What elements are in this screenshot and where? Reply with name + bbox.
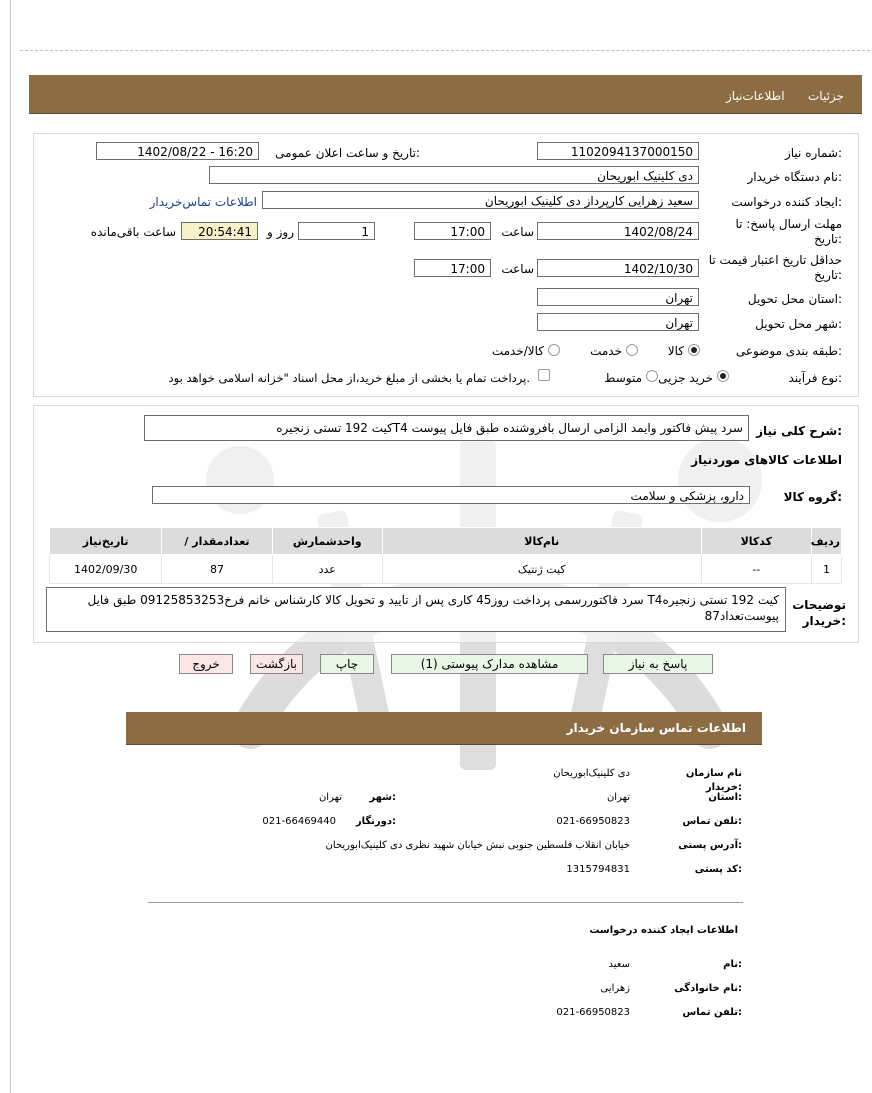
category-service-label: خدمت xyxy=(590,344,622,358)
creator-family-label: نام خانوادگی: xyxy=(674,983,742,994)
col-unit: واحدشمارش xyxy=(272,528,382,555)
category-service-radio[interactable] xyxy=(626,344,638,356)
contact-city-value: تهران xyxy=(318,792,342,803)
creator-phone-label: تلفن تماس: xyxy=(682,1007,742,1018)
col-goods-name: نام‌کالا xyxy=(382,528,701,555)
reply-deadline-date: 1402/08/24 xyxy=(537,222,699,240)
col-quantity: تعدادمقدار / xyxy=(162,528,272,555)
category-both-radio[interactable] xyxy=(548,344,560,356)
back-button[interactable]: بازگشت xyxy=(250,654,303,674)
goods-info-title: اطلاعات کالاهای موردنیاز xyxy=(691,453,842,467)
creator-name-value: سعید xyxy=(608,959,630,970)
reply-time-label: ساعت xyxy=(501,225,534,239)
org-value: دی کلینیک‌ابوریحان xyxy=(553,768,630,779)
price-validity-label: حداقل تاریخ اعتبار قیمت تا تاریخ: xyxy=(708,253,842,282)
creator-label: ایجاد کننده درخواست: xyxy=(731,195,842,209)
price-time-label: ساعت xyxy=(501,262,534,276)
announce-date-field: 1402/08/22 - 16:20 xyxy=(96,142,259,160)
attachments-button[interactable]: مشاهده مدارک پیوستی (1) xyxy=(391,654,588,674)
treasury-note: پرداخت تمام یا بخشی از مبلغ خرید،از محل اسناد "خزانه اسلامی خواهد بود. xyxy=(168,371,530,385)
summary-field: کیت 192 تستی زنجیرهT4 سرد پیش فاکتور وایمد الزامی ارسال بافروشنده طبق فایل پیوست xyxy=(144,415,749,441)
contact-fax-value: 021-66469440 xyxy=(262,816,336,827)
need-number-field: 1102094137000150 xyxy=(537,142,699,160)
city-label: شهر محل تحویل: xyxy=(755,317,842,331)
page-divider-top xyxy=(20,50,870,51)
contact-divider xyxy=(148,902,743,903)
col-goods-code: کدکالا xyxy=(701,528,811,555)
cell-quantity: 87 xyxy=(162,555,272,584)
tab-details[interactable]: جزئیات xyxy=(808,89,844,103)
contact-province-label: استان: xyxy=(708,792,742,803)
category-both-label: کالا/خدمت xyxy=(491,344,544,358)
exit-button[interactable]: خروج xyxy=(179,654,233,674)
reply-days-field: 1 xyxy=(298,222,375,240)
province-label: استان محل تحویل: xyxy=(747,292,842,306)
category-goods-label: کالا xyxy=(667,344,684,358)
contact-phone-label: تلفن تماس: xyxy=(682,816,742,827)
cell-goods-name: کیت ژنتیک xyxy=(382,555,701,584)
remaining-time-label: ساعت باقی‌مانده xyxy=(90,225,176,239)
reply-deadline-label: مهلت ارسال پاسخ: تا تاریخ: xyxy=(735,217,842,246)
announce-date-label: تاریخ و ساعت اعلان عمومی: xyxy=(275,146,420,160)
goods-table xyxy=(49,527,842,584)
price-validity-date: 1402/10/30 xyxy=(537,259,699,277)
postal-code-label: کد پستی: xyxy=(694,864,742,875)
price-validity-time: 17:00 xyxy=(414,259,491,277)
treasury-checkbox[interactable] xyxy=(538,369,550,381)
category-label: طبقه بندی موضوعی: xyxy=(735,344,842,358)
reply-button[interactable]: پاسخ به نیاز xyxy=(603,654,713,674)
remaining-time-field: 20:54:41 xyxy=(181,222,258,240)
process-label: نوع فرآیند: xyxy=(788,371,842,385)
creator-family-value: زهرایی xyxy=(600,983,630,994)
city-field: تهران xyxy=(537,313,699,331)
buyer-org-field: دی کلینیک ابوریحان xyxy=(209,166,699,184)
print-button[interactable]: چاپ xyxy=(320,654,374,674)
cell-unit: عدد xyxy=(272,555,382,584)
summary-label: شرح کلی نیاز: xyxy=(756,424,842,438)
process-minor-radio[interactable] xyxy=(717,370,729,382)
cell-need-date: 1402/09/30 xyxy=(50,555,162,584)
contact-fax-label: دورنگار: xyxy=(355,816,396,827)
reply-deadline-time: 17:00 xyxy=(414,222,491,240)
goods-group-field: دارو، پزشکی و سلامت xyxy=(152,486,750,504)
cell-row-number: 1 xyxy=(811,555,841,584)
postal-code-value: 1315794831 xyxy=(566,864,630,875)
col-need-date: تاریخ‌نیاز xyxy=(50,528,162,555)
col-row-number: ردیف xyxy=(811,528,841,555)
goods-group-label: گروه کالا: xyxy=(783,490,842,504)
buyer-contact-link[interactable]: اطلاعات تماس‌خریدار xyxy=(149,195,257,209)
process-medium-radio[interactable] xyxy=(646,370,658,382)
province-field: تهران xyxy=(537,288,699,306)
process-medium-label: متوسط xyxy=(604,371,642,385)
contact-address-label: آدرس پستی: xyxy=(678,840,742,851)
table-header-row xyxy=(50,528,842,555)
cell-goods-code: -- xyxy=(701,555,811,584)
days-label: روز و xyxy=(267,225,294,239)
contact-address-value: خیابان انقلاب فلسطین جنوبی نبش خیابان شهید نظری دی کلینیک‌ابوریحان xyxy=(325,840,630,851)
process-minor-label: خرید جزیی xyxy=(658,371,713,385)
contact-province-value: تهران xyxy=(606,792,630,803)
buyer-notes-field: کیت 192 تستی زنجیرهT4 سرد فاکتوررسمی پرداخت روز45 کاری پس از تایید و تحویل کالا کارشناس خانم فرخ09125853253 طبق فایل پیوست‌تعداد87 xyxy=(46,587,786,632)
page-border-left xyxy=(10,0,11,1093)
tab-need-info[interactable]: اطلاعات‌نیاز xyxy=(726,89,785,103)
contact-city-label: شهر: xyxy=(369,792,396,803)
creator-phone-value: 021-66950823 xyxy=(556,1007,630,1018)
creator-field: سعید زهرایی کارپرداز دی کلینیک ابوریحان xyxy=(262,191,699,209)
need-number-label: شماره نیاز: xyxy=(784,146,842,160)
creator-name-label: نام: xyxy=(723,959,742,970)
contact-section-title: اطلاعات تماس سازمان خریدار xyxy=(566,721,746,735)
creator-info-title: اطلاعات ایجاد کننده درخواست xyxy=(589,925,738,936)
category-goods-radio[interactable] xyxy=(688,344,700,356)
table-row xyxy=(50,555,842,584)
contact-phone-value: 021-66950823 xyxy=(556,816,630,827)
buyer-org-label: نام دستگاه خریدار: xyxy=(747,170,842,184)
org-label: نام سازمان خریدار: xyxy=(685,768,742,793)
buyer-notes-label: توضیحات خریدار: xyxy=(792,598,846,628)
